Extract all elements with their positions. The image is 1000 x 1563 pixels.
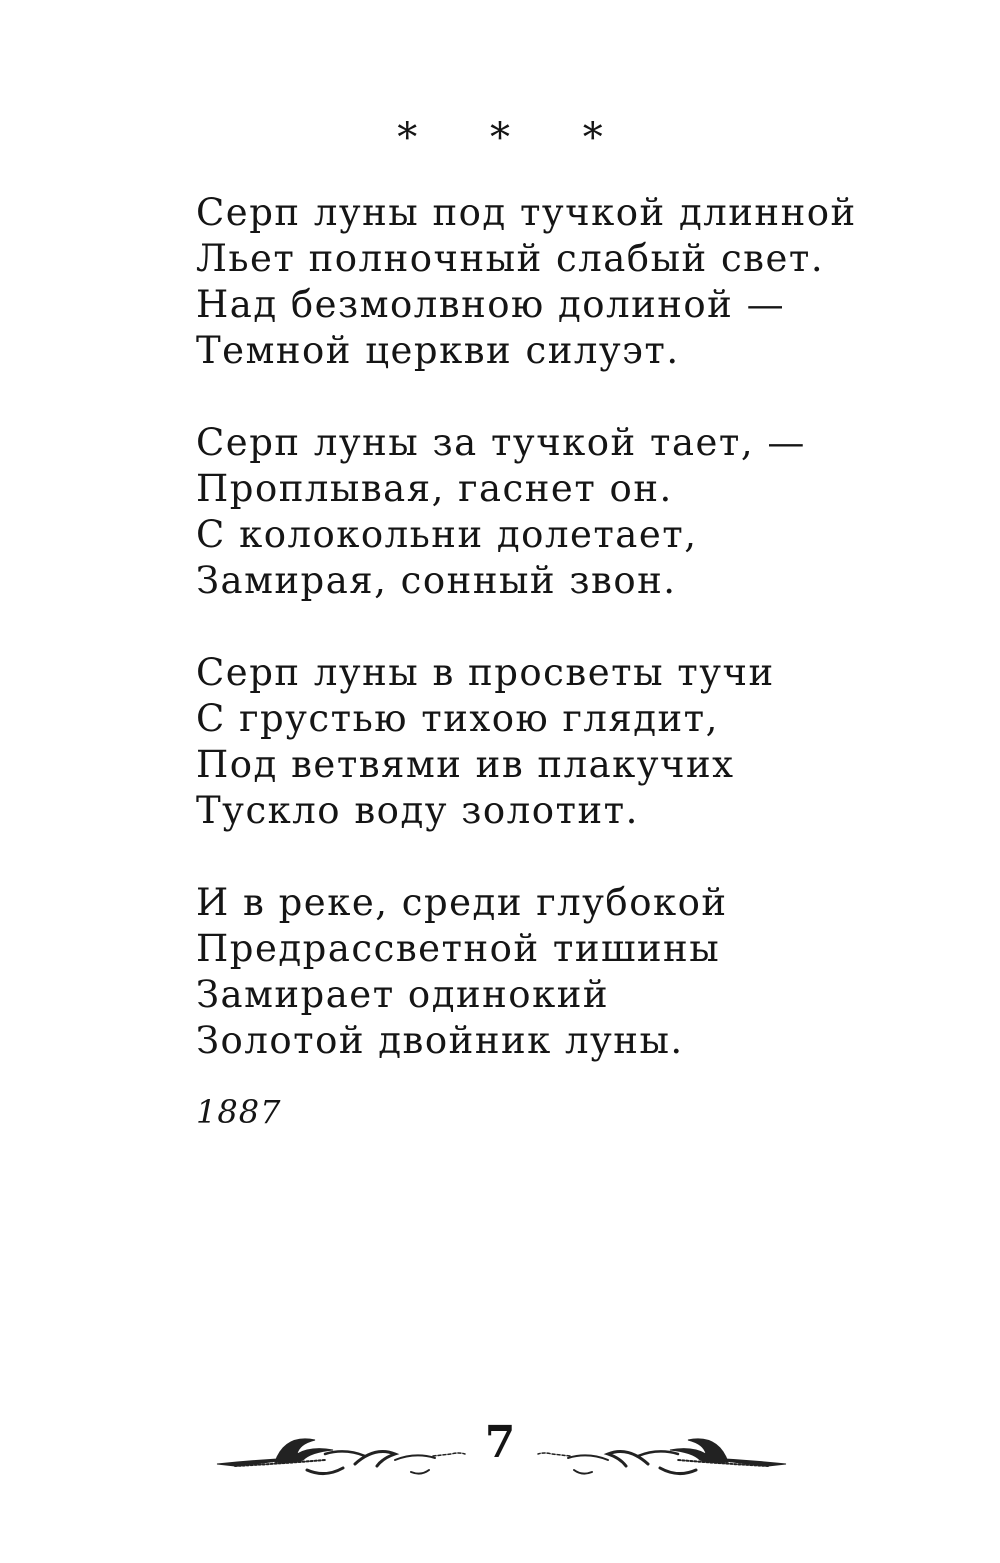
poem-line: Замирает одинокий xyxy=(196,973,610,1016)
stanza-2 xyxy=(196,420,896,604)
stanza-4 xyxy=(196,880,896,1064)
poem-line: Льет полночный слабый свет. xyxy=(196,237,825,280)
poem-line: Предрассветной тишины xyxy=(196,927,721,970)
stanza-1 xyxy=(196,190,896,374)
poem-line: Серп луны за тучкой тает, — xyxy=(196,421,806,464)
poem-line: Под ветвями ив плакучих xyxy=(196,743,735,786)
poem-year: 1887 xyxy=(196,1093,282,1131)
poem-line: Темной церкви силуэт. xyxy=(196,329,680,372)
poem-line: Над безмолвною долиной — xyxy=(196,283,786,326)
poem-line: С грустью тихою глядит, xyxy=(196,697,719,740)
poem-line: Золотой двойник луны. xyxy=(196,1019,684,1062)
stanza-3 xyxy=(196,650,896,834)
poem-line: Серп луны под тучкой длинной xyxy=(196,191,857,234)
section-asterisks: * * * xyxy=(397,115,633,161)
poem-line: Замирая, сонный звон. xyxy=(196,559,677,602)
page-number: 7 xyxy=(484,1417,516,1468)
poem-line: С колокольни долетает, xyxy=(196,513,698,556)
poem-line: Серп луны в просветы тучи xyxy=(196,651,775,694)
poem-line: Тускло воду золотит. xyxy=(196,789,639,832)
poem-line: Проплывая, гаснет он. xyxy=(196,467,673,510)
poem-line: И в реке, среди глубокой xyxy=(196,881,728,924)
flourish-ornament-icon xyxy=(518,1424,788,1484)
poem xyxy=(196,190,896,1110)
